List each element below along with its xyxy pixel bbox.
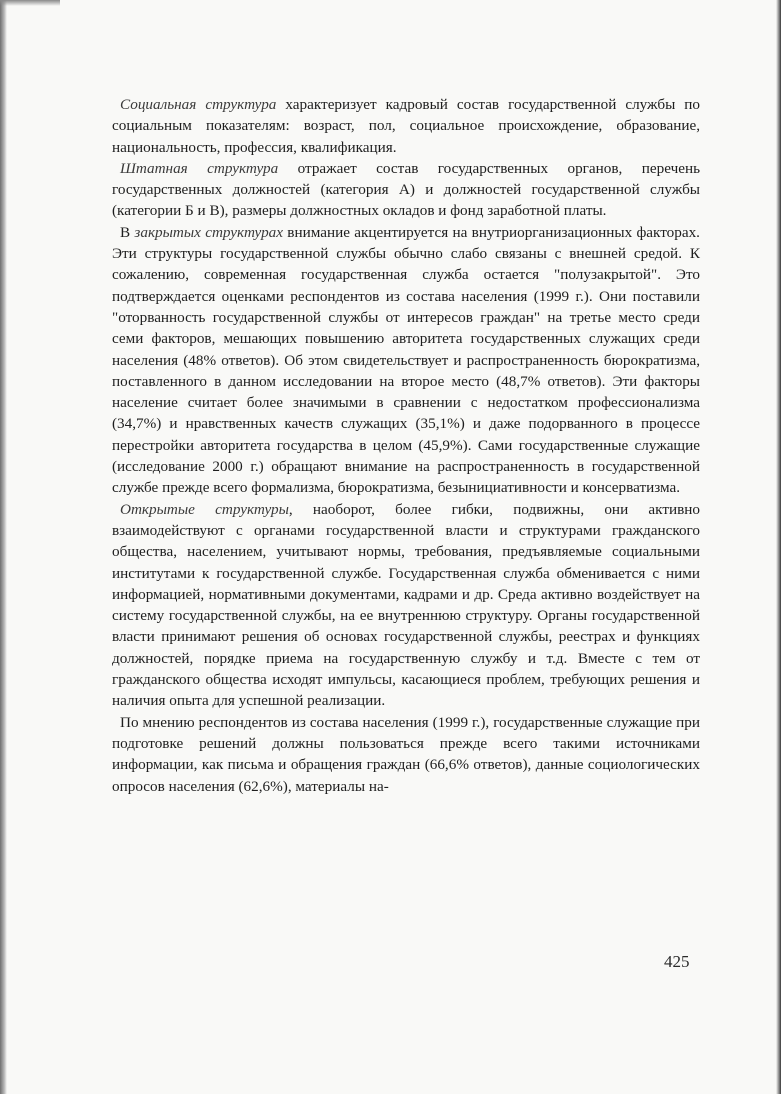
term-open-structures: Открытые структуры — [120, 500, 289, 518]
paragraph-text: внимание акцентируется на внутриорганизационных факторах. Эти структуры государственной службы обычно слабо связаны с внешней средой. К сожалению, современная государственная служба остается "полузакрытой". Это подтверждается оценками респондентов из состава населения (1999 г.). Они поставили "оторванность государственной службы от интересов граждан" на третье место среди семи факторов, мешающих повышению авторитета государственных служащих среди населения (48% ответов). Об этом свидетельствует и распространенность бюрократизма, поставленного в данном исследовании на второе место (48,7% ответов). Эти факторы население считает более значимыми в сравнении с недостатком профессионализма (34,7%) и нравственных качеств служащих (35,1%) и даже подорванного в процессе перестройки авторитета государства в целом (45,9%). Сами государственные служащие (исследование 2000 г.) обращают внимание на распространенность в государственной службе прежде всего формализма, бюрократизма, безынициативности и консерватизма. — [112, 223, 700, 497]
paragraph-closed-structures — [112, 222, 700, 499]
body-text — [112, 94, 700, 797]
paragraph-social-structure — [112, 94, 700, 158]
paragraph-staff-structure — [112, 158, 700, 222]
scan-edge-right — [776, 0, 781, 1094]
page-number: 425 — [664, 952, 690, 971]
paragraph-text: характеризует кадровый состав государственной службы по социальным показателям: возраст, пол, социальное происхождение, образование, национальность, профессия, квалификация. — [112, 96, 700, 156]
paragraph-text: отражает состав государственных органов, перечень государственных должностей (категория А) и должностей государственной службы (категории Б и В), размеры должностных окладов и фонд заработной платы. — [112, 159, 700, 220]
paragraph-text: , наоборот, более гибки, подвижны, они активно взаимодействуют с органами государственной власти и структурами гражданского общества, населением, учитывают нормы, требования, предъявляемые социальными институтами к государственной службе. Государственная служба обменивается с ними информацией, нормативными документами, кадрами и др. Среда активно воздействует на систему государственной службы, на ее внутреннюю структуру. Органы государственной власти принимают решения об основах государственной службы, реестрах и функциях должностей, порядке приема на государственную службу и т.д. Вместе с тем от гражданского общества исходят импульсы, касающиеся проблем, требующих решения и наличия опыта для успешной реализации. — [112, 500, 700, 710]
scan-edge-top — [0, 0, 60, 6]
term-social-structure: Социальная структура — [120, 96, 277, 113]
paragraph-lead: В — [120, 223, 135, 241]
paragraph-text: По мнению респондентов из состава населения (1999 г.), государственные служащие при подготовке решений должны пользоваться прежде всего такими источниками информации, как письма и обращения граждан (66,6% ответов), данные социологических опросов населения (62,6%), материалы на- — [112, 713, 700, 795]
paragraph-respondents-opinion — [112, 712, 700, 797]
paragraph-open-structures — [112, 499, 700, 712]
term-staff-structure: Штатная структура — [120, 159, 279, 177]
scan-edge-left — [0, 0, 7, 1094]
term-closed-structures: закрытых структурах — [134, 223, 284, 241]
